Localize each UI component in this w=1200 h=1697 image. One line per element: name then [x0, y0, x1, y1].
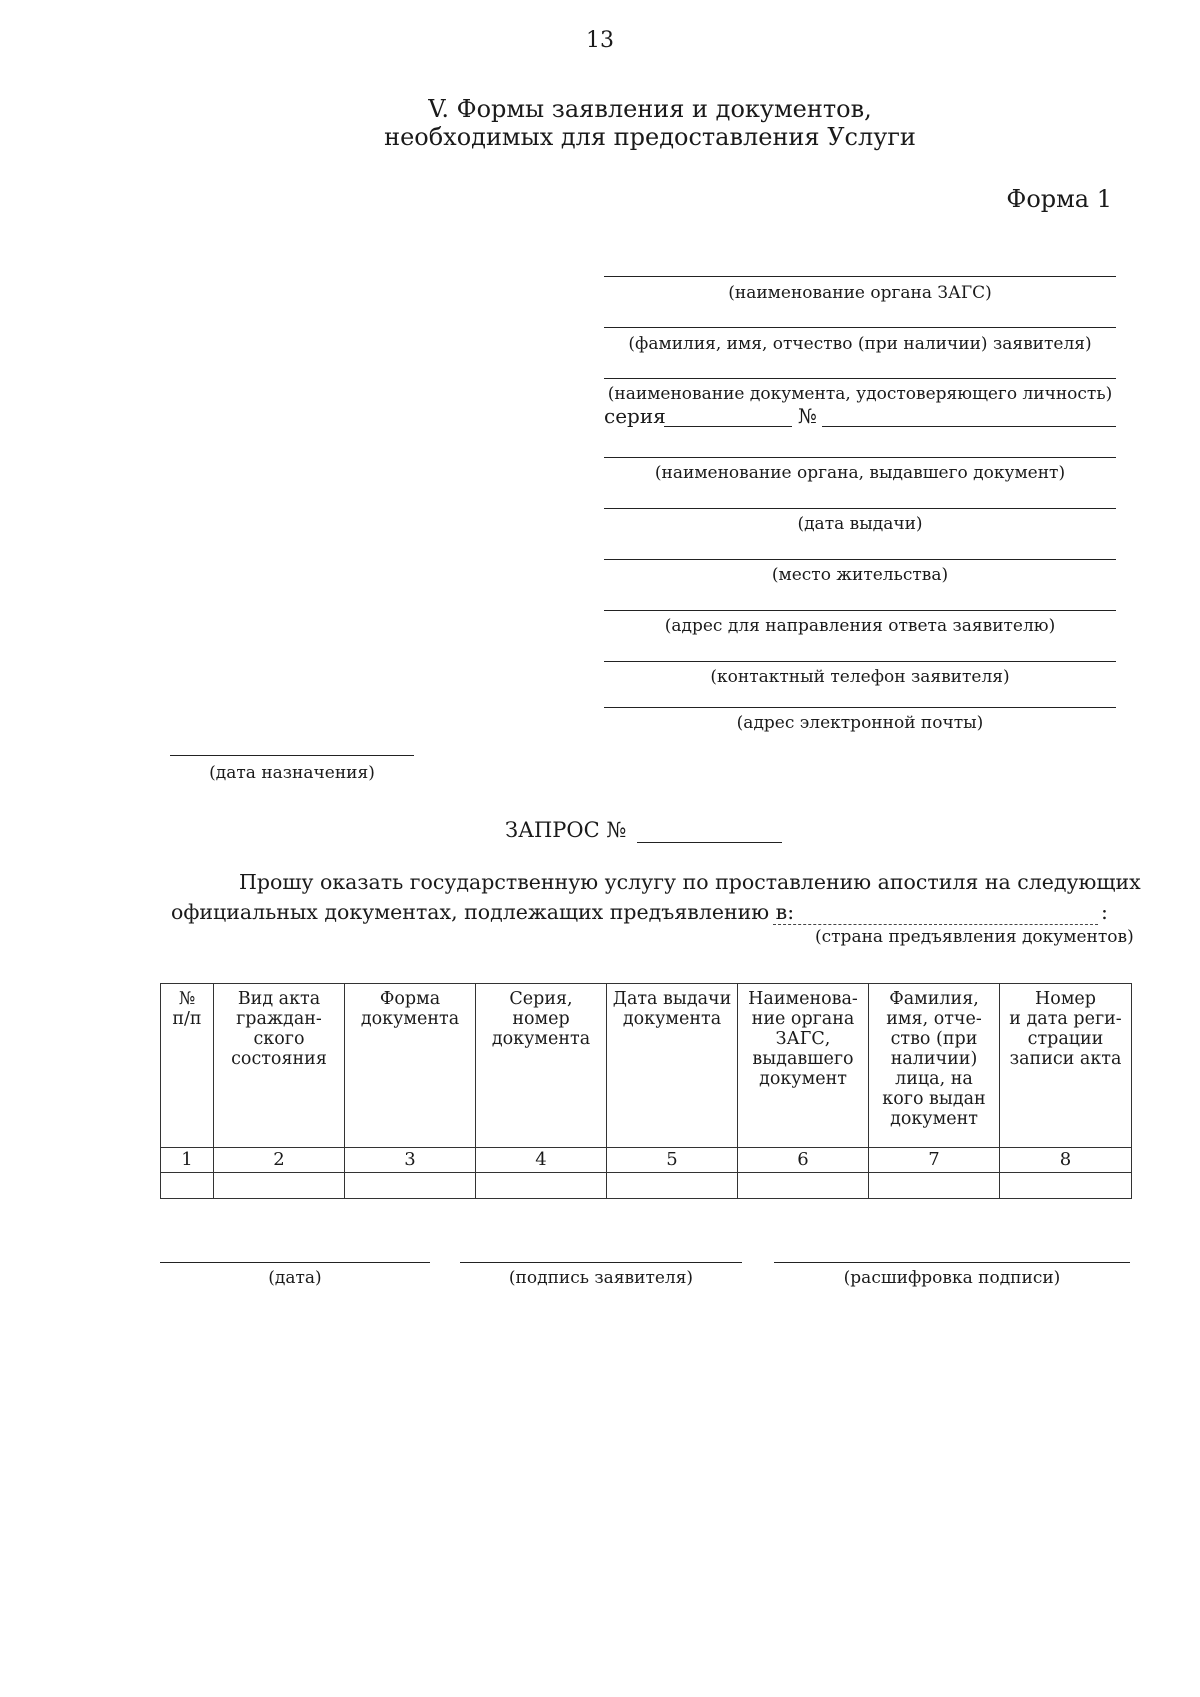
- country-input-line[interactable]: [773, 924, 1098, 925]
- field-line-issuing-authority[interactable]: [604, 457, 1116, 458]
- request-number-line[interactable]: [637, 842, 782, 843]
- number-input-line[interactable]: [822, 404, 1116, 427]
- field-line-zags-name[interactable]: [604, 276, 1116, 277]
- field-line-reply-address[interactable]: [604, 610, 1116, 611]
- series-number-row: [604, 404, 1124, 432]
- column-number: 6: [738, 1148, 869, 1173]
- column-number: 1: [161, 1148, 214, 1173]
- section-heading-line-2: необходимых для предоставления Услуги: [384, 123, 916, 151]
- table-row: [161, 1148, 1132, 1173]
- series-input-line[interactable]: [664, 404, 792, 427]
- section-heading-line-1: V. Формы заявления и документов,: [428, 95, 872, 123]
- number-sign: №: [798, 404, 817, 428]
- caption-issuing-authority: (наименование органа, выдавшего документ): [654, 463, 1066, 483]
- series-label: серия: [604, 404, 666, 428]
- request-title: ЗАПРОС №: [505, 818, 627, 842]
- caption-phone: (контактный телефон заявителя): [710, 667, 1010, 687]
- caption-country: (страна предъявления документов): [815, 927, 1134, 947]
- request-text-colon: :: [1101, 900, 1108, 924]
- column-number: 5: [607, 1148, 738, 1173]
- section-heading: [0, 95, 1200, 151]
- caption-residence: (место жительства): [771, 565, 949, 585]
- caption-appointment-date: (дата назначения): [209, 763, 375, 783]
- header-document-form: Форма документа: [345, 984, 476, 1148]
- caption-applicant-name: (фамилия, имя, отчество (при наличии) заявителя): [628, 334, 1092, 354]
- table-cell[interactable]: [607, 1173, 738, 1199]
- table-row: [161, 1173, 1132, 1199]
- table-cell[interactable]: [161, 1173, 214, 1199]
- header-row-number: № п/п: [161, 984, 214, 1148]
- caption-reply-address: (адрес для направления ответа заявителю): [664, 616, 1056, 636]
- table-cell[interactable]: [1000, 1173, 1132, 1199]
- request-text-line-1: Прошу оказать государственную услугу по проставлению апостиля на следующих: [239, 870, 1141, 894]
- column-number: 7: [869, 1148, 1000, 1173]
- table-cell[interactable]: [869, 1173, 1000, 1199]
- table-cell[interactable]: [345, 1173, 476, 1199]
- header-record-number-date: Номер и дата реги- страции записи акта: [1000, 984, 1132, 1148]
- caption-identity-document: (наименование документа, удостоверяющего личность): [607, 384, 1113, 404]
- header-issuing-zags: Наименова- ние органа ЗАГС, выдавшего документ: [738, 984, 869, 1148]
- field-line-residence[interactable]: [604, 559, 1116, 560]
- field-line-applicant-name[interactable]: [604, 327, 1116, 328]
- field-line-issue-date[interactable]: [604, 508, 1116, 509]
- table-cell[interactable]: [738, 1173, 869, 1199]
- caption-signature-decoding: (расшифровка подписи): [843, 1268, 1061, 1288]
- field-line-appointment-date[interactable]: [170, 755, 414, 756]
- page-number: 13: [586, 28, 614, 53]
- table-header-row: [161, 984, 1132, 1148]
- caption-zags-name: (наименование органа ЗАГС): [728, 283, 992, 303]
- header-series-number: Серия, номер документа: [476, 984, 607, 1148]
- table-cell[interactable]: [476, 1173, 607, 1199]
- applicant-signature-line[interactable]: [460, 1262, 742, 1263]
- caption-issue-date: (дата выдачи): [797, 514, 923, 534]
- caption-email: (адрес электронной почты): [736, 713, 984, 733]
- column-number: 3: [345, 1148, 476, 1173]
- header-act-type: Вид акта граждан- ского состояния: [214, 984, 345, 1148]
- request-text-line-2: официальных документах, подлежащих предъявлению в:: [171, 900, 795, 924]
- header-person-name: Фамилия, имя, отче- ство (при наличии) лица, на кого выдан документ: [869, 984, 1000, 1148]
- field-line-email[interactable]: [604, 707, 1116, 708]
- signature-decoding-line[interactable]: [774, 1262, 1130, 1263]
- column-number: 8: [1000, 1148, 1132, 1173]
- documents-table: [160, 983, 1132, 1199]
- field-line-identity-document[interactable]: [604, 378, 1116, 379]
- date-signature-line[interactable]: [160, 1262, 430, 1263]
- caption-applicant-signature: (подпись заявителя): [508, 1268, 694, 1288]
- column-number: 4: [476, 1148, 607, 1173]
- header-issue-date: Дата выдачи документа: [607, 984, 738, 1148]
- table-cell[interactable]: [214, 1173, 345, 1199]
- column-number: 2: [214, 1148, 345, 1173]
- field-line-phone[interactable]: [604, 661, 1116, 662]
- form-label: Форма 1: [1006, 185, 1112, 213]
- caption-date: (дата): [268, 1268, 322, 1288]
